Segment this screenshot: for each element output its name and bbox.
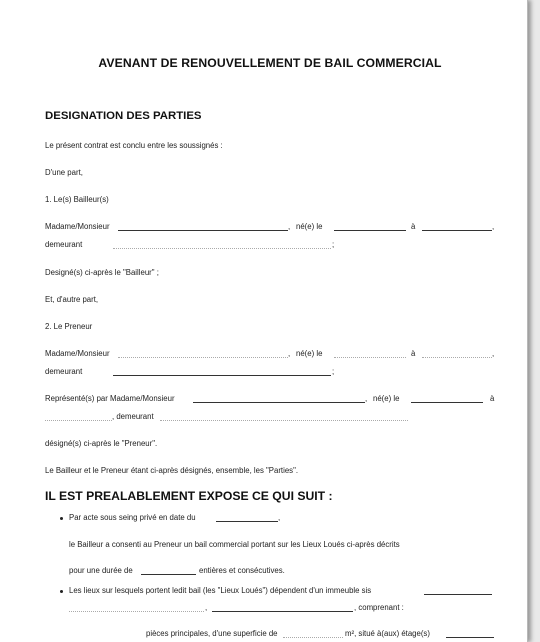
bullet-dot	[60, 517, 63, 520]
preneur-birthplace-line	[422, 357, 492, 358]
bullet1-line3-start: pour une durée de	[69, 566, 133, 575]
bullet2-address-line-3	[212, 611, 353, 612]
bullet1-duration-line	[141, 574, 196, 575]
represente-birthdate-line	[411, 402, 483, 403]
bullet1-line3-end: entières et consécutives.	[199, 566, 285, 575]
bullet2-surface-line	[283, 637, 343, 638]
bailleur-address-label: demeurant	[45, 240, 83, 249]
intro-text: Le présent contrat est conclu entre les soussignés :	[45, 141, 223, 150]
bullet2-line3-end: m², situé à(aux) étage(s)	[345, 629, 430, 638]
dautre-part-text: Et, d'autre part,	[45, 295, 99, 304]
represente-comma: ,	[365, 394, 368, 403]
bailleur-heading: 1. Le(s) Bailleur(s)	[45, 195, 109, 204]
bullet-dot	[60, 590, 63, 593]
designe-bailleur-text: Designé(s) ci-après le "Bailleur" ;	[45, 268, 159, 277]
bullet1-date-line	[216, 521, 278, 522]
bailleur-birthplace-line	[422, 230, 492, 231]
designe-preneur-text: désigné(s) ci-après le "Preneur".	[45, 439, 158, 448]
bullet2-comma: ,	[205, 603, 208, 612]
preneur-born-label: né(e) le	[296, 349, 323, 358]
preneur-birthplace-label: à	[411, 349, 416, 358]
preneur-civility-label: Madame/Monsieur	[45, 349, 110, 358]
bailleur-semicolon: ;	[332, 240, 335, 249]
bullet2-line1: Les lieux sur lesquels portent ledit bail (les "Lieux Loués") dépendent d'un immeuble sis	[69, 586, 372, 595]
bullet1-text: Par acte sous seing privé en date du	[69, 513, 196, 522]
represente-born-label: né(e) le	[373, 394, 400, 403]
preneur-address-label: demeurant	[45, 367, 83, 376]
represente-birthplace-line	[45, 420, 112, 421]
section-heading-parties: DESIGNATION DES PARTIES	[45, 110, 202, 122]
represente-label: Représenté(s) par Madame/Monsieur	[45, 394, 175, 403]
section-heading-expose: IL EST PREALABLEMENT EXPOSE CE QUI SUIT :	[45, 489, 333, 503]
bailleur-comma: ,	[288, 222, 291, 231]
ensemble-text: Le Bailleur et le Preneur étant ci-après désignés, ensemble, les "Parties".	[45, 466, 299, 475]
dune-part-text: D'une part,	[45, 168, 83, 177]
bullet2-comprenant: , comprenant :	[354, 603, 404, 612]
bullet2-floor-line	[446, 637, 494, 638]
preneur-birthdate-line	[334, 357, 406, 358]
preneur-semicolon: ;	[332, 367, 335, 376]
bullet1-line2: le Bailleur a consenti au Preneur un bail commercial portant sur les Lieux Loués ci-après décrits	[69, 540, 400, 549]
bailleur-birthplace-label: à	[411, 222, 416, 231]
bailleur-comma-end: ,	[492, 222, 495, 231]
bullet2-address-line-2	[69, 611, 204, 612]
bullet2-line3-start: pièces principales, d'une superficie de	[146, 629, 278, 638]
preneur-name-line	[118, 357, 288, 358]
preneur-comma: ,	[288, 349, 291, 358]
bailleur-name-line	[118, 230, 288, 231]
preneur-comma-end: ,	[492, 349, 495, 358]
bailleur-born-label: né(e) le	[296, 222, 323, 231]
represente-address-line	[160, 420, 408, 421]
preneur-address-line	[113, 375, 331, 376]
represente-name-line	[193, 402, 365, 403]
bailleur-birthdate-line	[334, 230, 406, 231]
document-title: AVENANT DE RENOUVELLEMENT DE BAIL COMMERCIAL	[98, 56, 442, 70]
bailleur-address-line	[113, 248, 331, 249]
represente-address-label: , demeurant	[112, 412, 154, 421]
bullet2-address-line	[424, 594, 492, 595]
bailleur-civility-label: Madame/Monsieur	[45, 222, 110, 231]
represente-birthplace-label: à	[490, 394, 495, 403]
preneur-heading: 2. Le Preneur	[45, 322, 93, 331]
bullet1-comma: ,	[278, 513, 281, 522]
